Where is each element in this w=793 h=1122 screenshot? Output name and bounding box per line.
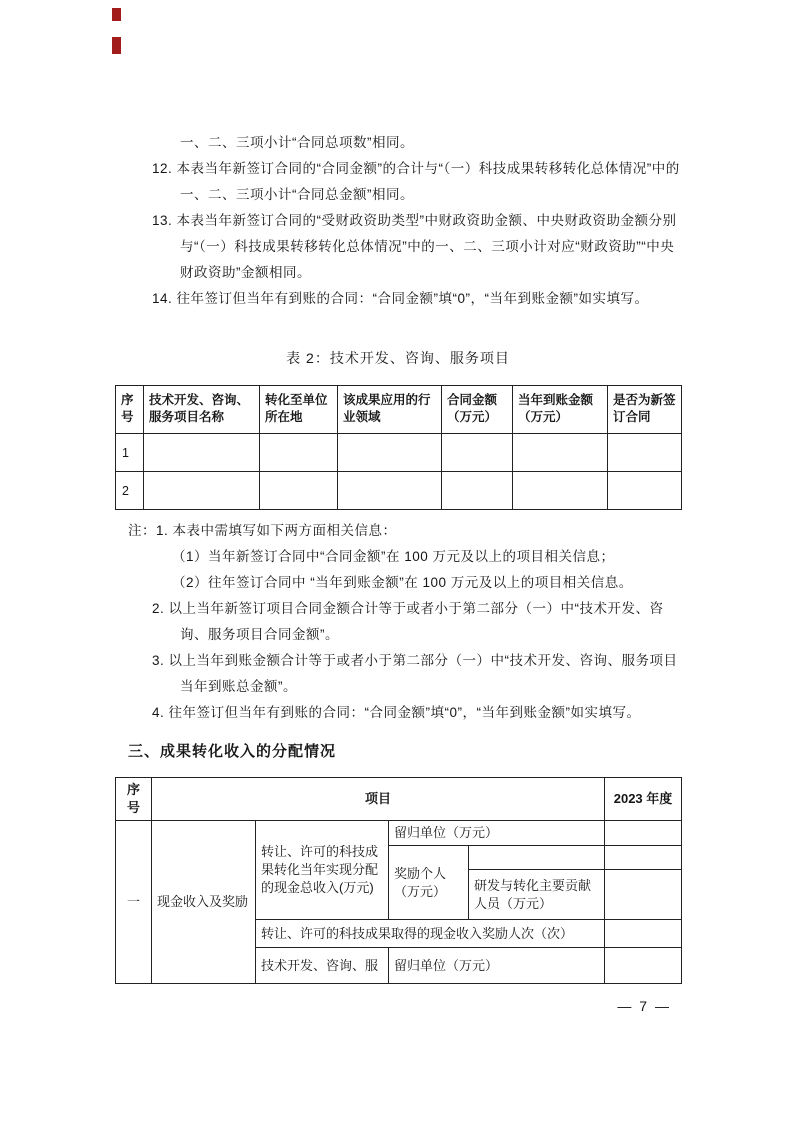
reward-times-label: 转让、许可的科技成果取得的现金收入奖励人次（次）	[256, 920, 605, 948]
table2-header-contract-amount: 合同金额（万元）	[442, 386, 513, 434]
table2-notes	[115, 518, 681, 726]
table2-row-2	[116, 472, 682, 510]
row-index: 2	[116, 472, 144, 510]
table3-header-item: 项目	[152, 778, 605, 821]
empty-cell	[144, 434, 260, 472]
red-registration-mark-bottom	[112, 37, 121, 54]
table2-header-received-amount: 当年到账金额（万元）	[513, 386, 608, 434]
value-cell	[605, 870, 682, 920]
value-cell	[605, 948, 682, 984]
empty-cell	[338, 434, 442, 472]
table2-note-1: 注：1. 本表中需填写如下两方面相关信息：	[128, 523, 397, 538]
table2-header-project-name: 技术开发、咨询、服务项目名称	[144, 386, 260, 434]
section3-title: 三、成果转化收入的分配情况	[128, 743, 337, 760]
table2-header-row	[116, 386, 682, 434]
rd-contributors-label: 研发与转化主要贡献人员（万元）	[469, 870, 605, 920]
red-registration-mark-top	[112, 8, 121, 21]
table3-header-row	[116, 778, 682, 821]
note-item-14: 14. 往年签订但当年有到账的合同：“合同金额”填“0”，“当年到账金额”如实填写。	[152, 291, 649, 306]
empty-cell	[513, 434, 608, 472]
table2-note-2: 2. 以上当年新签订项目合同金额合计等于或者小于第二部分（一）中“技术开发、咨询、服务项目合同金额”。	[152, 601, 664, 642]
reward-individual-label: 奖励个人（万元）	[389, 846, 469, 920]
page-number: — 7 —	[617, 998, 671, 1014]
table2-note-3: 3. 以上当年到账金额合计等于或者小于第二部分（一）中“技术开发、咨询、服务项目当年到账总金额”。	[152, 653, 678, 694]
group-label: 现金收入及奖励	[152, 821, 256, 984]
value-cell	[605, 920, 682, 948]
table2-note-1-2: （2）往年签订合同中 “当年到账金额”在 100 万元及以上的项目相关信息。	[172, 575, 633, 590]
table3	[115, 777, 682, 984]
table2-header-unit-location: 转化至单位所在地	[260, 386, 338, 434]
retained-unit-label-2: 留归单位（万元）	[389, 948, 605, 984]
row-index: 1	[116, 434, 144, 472]
value-cell	[605, 821, 682, 846]
table2-header-new-contract: 是否为新签订合同	[608, 386, 682, 434]
empty-cell	[469, 846, 605, 870]
tech-service-label: 技术开发、咨询、服	[256, 948, 389, 984]
empty-cell	[608, 472, 682, 510]
table2-note-4: 4. 往年签订但当年有到账的合同：“合同金额”填“0”，“当年到账金额”如实填写。	[152, 705, 641, 720]
empty-cell	[338, 472, 442, 510]
cash-total-label: 转让、许可的科技成果转化当年实现分配的现金总收入(万元)	[256, 821, 389, 920]
value-cell	[605, 846, 682, 870]
note-continuation-line: 一、二、三项小计“合同总项数”相同。	[180, 135, 414, 150]
table3-header-year: 2023 年度	[605, 778, 682, 821]
empty-cell	[608, 434, 682, 472]
retained-unit-label: 留归单位（万元）	[389, 821, 605, 846]
note-item-13: 13. 本表当年新签订合同的“受财政资助类型”中财政资助金额、中央财政资助金额分别与“（一）科技成果转移转化总体情况”中的一、二、三项小计对应“财政资助”“中央财政资助”金额相同。	[152, 213, 677, 280]
table2-row-1	[116, 434, 682, 472]
empty-cell	[442, 434, 513, 472]
table2-header-seq: 序号	[116, 386, 144, 434]
note-item-12: 12. 本表当年新签订合同的“合同金额”的合计与“（一）科技成果转移转化总体情况”中的一、二、三项小计“合同总金额”相同。	[152, 161, 680, 202]
table2-header-industry: 该成果应用的行业领域	[338, 386, 442, 434]
table3-header-seq: 序号	[116, 778, 152, 821]
empty-cell	[260, 434, 338, 472]
empty-cell	[144, 472, 260, 510]
empty-cell	[442, 472, 513, 510]
table2-title: 表 2：技术开发、咨询、服务项目	[286, 350, 510, 366]
table3-row-retained-unit	[116, 821, 682, 846]
table2	[115, 385, 682, 510]
empty-cell	[260, 472, 338, 510]
table2-note-1-1: （1）当年新签订合同中“合同金额”在 100 万元及以上的项目相关信息；	[172, 549, 615, 564]
empty-cell	[513, 472, 608, 510]
group-index: 一	[116, 821, 152, 984]
intro-notes	[115, 130, 681, 312]
